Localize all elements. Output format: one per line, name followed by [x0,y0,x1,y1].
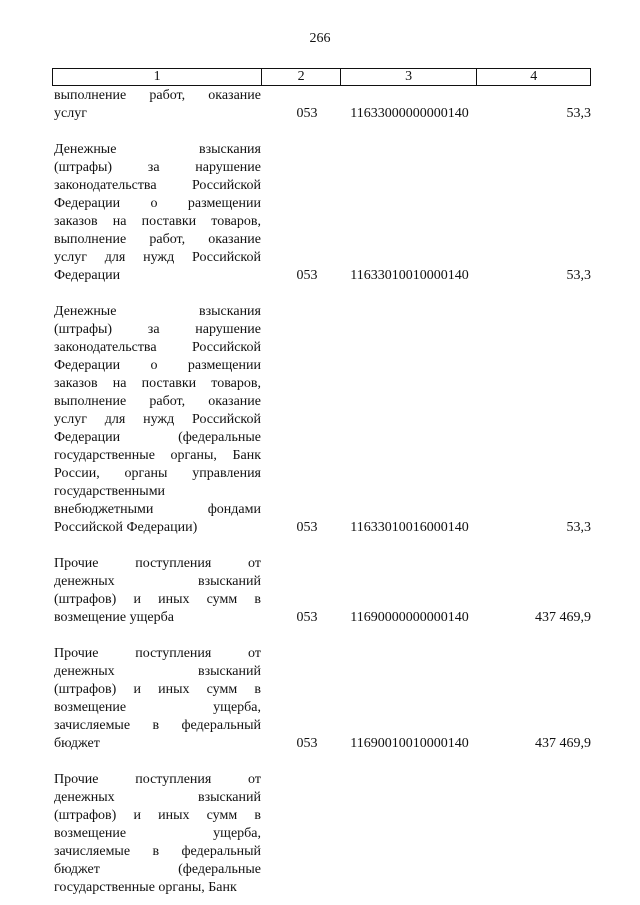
header-col-4: 4 [530,69,538,84]
budget-classification-code: 11690000000000140 [350,610,469,625]
row-description [52,141,261,285]
budget-classification-code: 11633000000000140 [350,106,469,121]
description-line: (штрафов) и иных сумм в [54,808,261,823]
description-line: России, органы управления [54,466,261,481]
description-line: заказов на поставки товаров, [54,214,261,229]
description-line: возмещение ущерба, [54,826,261,841]
description-line: Прочие поступления от [54,556,261,571]
description-line: бюджет (федеральные [54,862,261,877]
description-line: зачисляемые в федеральный [54,844,261,859]
page-number: 266 [309,31,331,46]
description-line: выполнение работ, оказание [54,88,261,103]
description-line: Российской Федерации) [54,520,198,535]
description-line: внебюджетными фондами [54,502,261,517]
budget-classification-code: 11690010010000140 [350,736,469,751]
description-line: денежных взысканий [54,574,261,589]
admin-code: 053 [296,106,318,121]
description-line: (штрафов) и иных сумм в [54,682,261,697]
amount: 53,3 [566,268,591,283]
header-col-2: 2 [262,69,341,85]
table-row [52,87,591,123]
description-line: услуг для нужд Российской [54,250,261,265]
description-line: выполнение работ, оказание [54,232,261,247]
amount: 53,3 [566,106,591,121]
budget-classification-code: 11633010010000140 [350,268,469,283]
description-line: (штрафы) за нарушение [54,160,261,175]
description-line: государственными [54,484,166,499]
description-line: законодательства Российской [54,178,261,193]
description-line: Федерации о размещении [54,196,261,211]
description-line: Прочие поступления от [54,646,261,661]
row-description [52,555,261,627]
header-col-3: 3 [341,69,478,85]
table-row [52,771,591,897]
amount: 437 469,9 [535,610,591,625]
admin-code: 053 [296,610,318,625]
admin-code: 053 [296,736,318,751]
description-line: Федерации [54,268,121,283]
description-line: денежных взысканий [54,790,261,805]
budget-classification-code: 11633010016000140 [350,520,469,535]
amount: 53,3 [566,520,591,535]
description-line: бюджет [54,736,100,751]
row-description [52,771,261,897]
table-row [52,141,591,285]
description-line: (штрафов) и иных сумм в [54,592,261,607]
description-line: государственные органы, Банк [54,880,237,895]
description-line: законодательства Российской [54,340,261,355]
admin-code: 053 [296,520,318,535]
table-header [52,68,591,86]
description-line: Федерации (федеральные [54,430,261,445]
table-row [52,303,591,537]
row-description [52,303,261,537]
table-row [52,645,591,753]
table-row [52,555,591,627]
description-line: зачисляемые в федеральный [54,718,261,733]
table-body [52,87,591,897]
description-line: Денежные взыскания [54,142,261,157]
row-description [52,87,261,123]
description-line: (штрафы) за нарушение [54,322,261,337]
admin-code: 053 [296,268,318,283]
description-line: услуг для нужд Российской [54,412,261,427]
description-line: Денежные взыскания [54,304,261,319]
description-line: возмещение ущерба, [54,700,261,715]
description-line: возмещение ущерба [54,610,174,625]
description-line: заказов на поставки товаров, [54,376,261,391]
description-line: Федерации о размещении [54,358,261,373]
header-col-1: 1 [53,69,262,85]
amount: 437 469,9 [535,736,591,751]
row-description [52,645,261,753]
description-line: денежных взысканий [54,664,261,679]
description-line: Прочие поступления от [54,772,261,787]
description-line: государственные органы, Банк [54,448,261,463]
description-line: услуг [54,106,87,121]
description-line: выполнение работ, оказание [54,394,261,409]
